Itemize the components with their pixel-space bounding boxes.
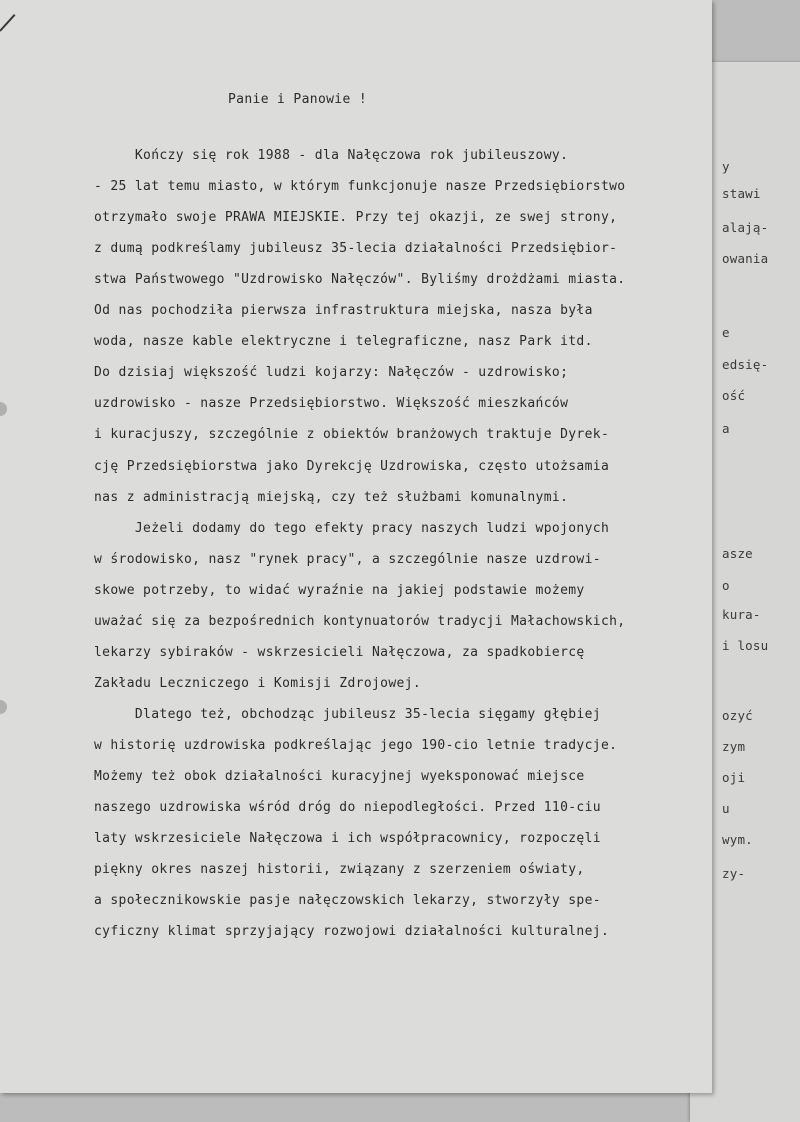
back-fragment: edsię- [722,357,769,372]
text-line: laty wskrzesiciele Nałęczowa i ich współpracownicy, rozpoczęli [94,831,601,847]
back-fragment: u [722,801,730,816]
text-line: uważać się za bezpośrednich kontynuatorów tradycji Małachowskich, [94,613,626,629]
text-line: uzdrowisko - nasze Przedsiębiorstwo. Większość mieszkańców [94,396,569,412]
text-line: skowe potrzeby, to widać wyraźnie na jakiej podstawie możemy [94,582,585,598]
back-fragment: owania [722,251,769,266]
text-line: w historię uzdrowiska podkreślając jego 190-cio letnie tradycje. [94,738,618,753]
back-fragment: zy- [722,866,746,881]
salutation: Panie i Panowie ! [228,92,368,107]
back-fragment: ość [722,388,746,403]
text-line: z dumą podkreślamy jubileusz 35-lecia działalności Przedsiębior- [94,241,618,257]
text-line: nas z administracją miejską, czy też służbami komunalnymi. [94,489,569,505]
pen-mark [0,14,15,32]
back-fragment: kura- [722,607,761,622]
text-line: Możemy też obok działalności kuracyjnej wyeksponować miejsce [94,769,585,784]
back-fragment: oji [722,770,746,785]
text-line: Dlatego też, obchodząc jubileusz 35-lecia sięgamy głębiej [94,706,601,722]
back-fragment: zym [722,739,746,754]
text-line: Zakładu Leczniczego i Komisji Zdrojowej. [94,675,422,691]
back-fragment: alają- [722,220,769,235]
text-line: Do dzisiaj większość ludzi kojarzy: Nałęczów - uzdrowisko; [94,365,569,381]
text-line: w środowisko, nasz "rynek pracy", a szczególnie nasze uzdrowi- [94,551,601,567]
text-line: woda, nasze kable elektryczne i telegraficzne, nasz Park itd. [94,334,593,350]
back-fragment: a [722,421,730,436]
back-fragment: ozyć [722,708,753,723]
back-fragment: wym. [722,832,753,847]
back-fragment: i losu [722,638,769,653]
punch-hole [0,700,7,714]
back-fragment: o [722,578,730,593]
text-line: - 25 lat temu miasto, w którym funkcjonuje nasze Przedsiębiorstwo [94,179,626,195]
text-line: i kuracjuszy, szczególnie z obiektów branżowych traktuje Dyrek- [94,427,610,443]
back-fragment: e [722,325,730,340]
back-fragment: stawi [722,186,761,201]
text-line: piękny okres naszej historii, związany z szerzeniem oświaty, [94,862,585,878]
back-fragment: y [722,159,730,174]
text-line: otrzymało swoje PRAWA MIEJSKIE. Przy tej okazji, ze swej strony, [94,210,618,226]
text-line: Jeżeli dodamy do tego efekty pracy naszych ludzi wpojonych [94,520,610,536]
text-line: naszego uzdrowiska wśród dróg do niepodległości. Przed 110-ciu [94,800,601,816]
back-fragment: asze [722,546,753,561]
text-line: Od nas pochodziła pierwsza infrastruktura miejska, nasza była [94,303,593,319]
text-line: lekarzy sybiraków - wskrzesicieli Nałęczowa, za spadkobiercę [94,644,585,660]
text-line: cję Przedsiębiorstwa jako Dyrekcję Uzdrowiska, często utożsamia [94,458,610,474]
text-line: cyficzny klimat sprzyjający rozwojowi działalności kulturalnej. [94,924,610,940]
text-line: a społecznikowskie pasje nałęczowskich lekarzy, stworzyły spe- [94,893,601,909]
text-line: Kończy się rok 1988 - dla Nałęczowa rok jubileuszowy. [94,148,569,163]
text-line: stwa Państwowego "Uzdrowisko Nałęczów". Byliśmy drożdżami miasta. [94,272,626,288]
punch-hole [0,402,7,416]
